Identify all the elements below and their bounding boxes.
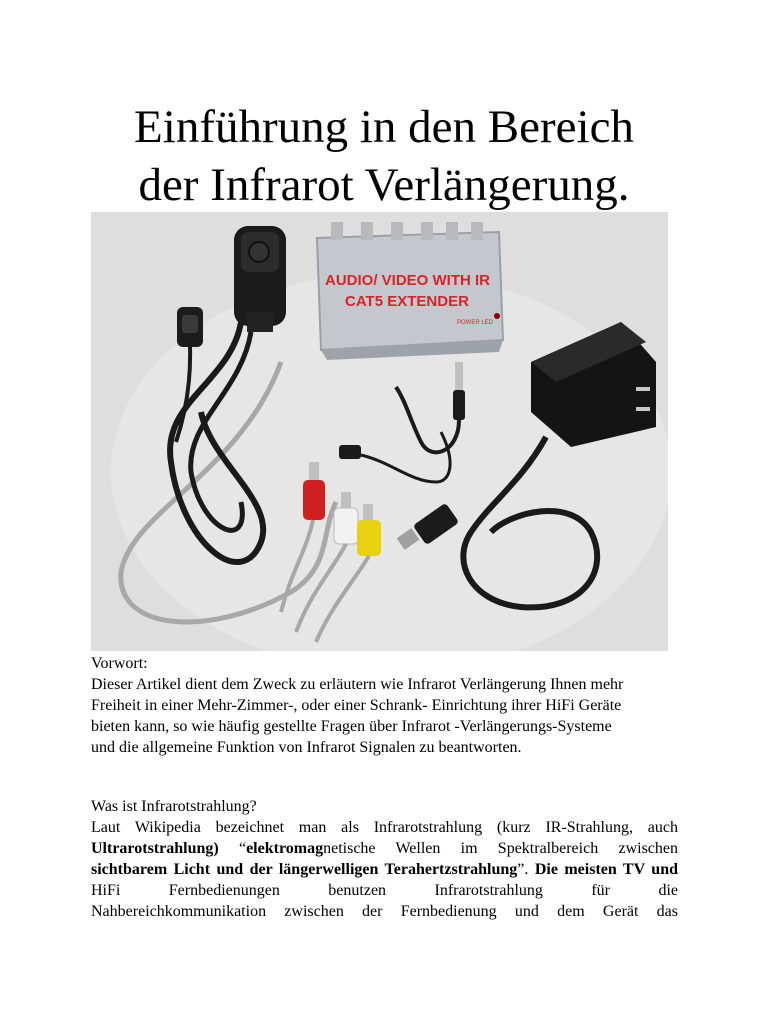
vorwort-line: Dieser Artikel dient dem Zweck zu erläutern wie Infrarot Verlängerung Ihnen mehr xyxy=(91,676,624,693)
infrared-line-1: Laut Wikipedia bezeichnet man als Infrarotstrahlung (kurz IR-Strahlung, auch xyxy=(91,819,678,836)
device-label-line-2: CAT5 EXTENDER xyxy=(345,293,469,310)
quote-close: ”. xyxy=(517,861,535,878)
title-line-1: Einführung in den Bereich xyxy=(134,101,634,153)
vorwort-heading: Vorwort: xyxy=(91,655,148,672)
quote-open: “ xyxy=(218,840,247,857)
tv-hifi-phrase: Die meisten TV und xyxy=(534,861,678,878)
device-small-label: POWER LED xyxy=(457,320,494,326)
infrared-line-4: HiFi Fernbedienungen benutzen Infrarotstrahlung für die xyxy=(91,882,678,899)
extender-device xyxy=(317,222,503,360)
infrared-line-5: Nahbereichkommunikation zwischen der Fernbedienung und dem Gerät das xyxy=(91,903,678,920)
vorwort-line: und die allgemeine Funktion von Infrarot Signalen zu beantworten. xyxy=(91,739,522,756)
infrared-heading: Was ist Infrarotstrahlung? xyxy=(91,798,257,815)
product-photo xyxy=(91,212,668,651)
device-label-line-1: AUDIO/ VIDEO WITH IR xyxy=(325,272,490,289)
page-title xyxy=(40,98,728,214)
ir-receiver xyxy=(234,226,286,332)
infrared-line-3 xyxy=(91,859,678,880)
infrared-line-2 xyxy=(91,838,678,859)
wiki-term-elektromag: elektromag xyxy=(246,840,324,857)
vorwort-line: Freiheit in einer Mehr-Zimmer-, oder einer Schrank- Einrichtung ihrer HiFi Geräte xyxy=(91,697,622,714)
wiki-term-ultrarot: Ultrarotstrahlung) xyxy=(91,840,219,857)
wiki-term-spectrum: sichtbarem Licht und der längerwelligen Terahertzstrahlung xyxy=(91,861,518,878)
infrared-paragraph xyxy=(91,817,678,922)
vorwort-paragraph xyxy=(91,674,678,758)
title-line-2: der Infrarot Verlängerung. xyxy=(138,159,630,211)
vorwort-line: bieten kann, so wie häufig gestellte Fragen über Infrarot -Verlängerungs-Systeme xyxy=(91,718,612,735)
line-2-rest: netische Wellen im Spektralbereich zwischen xyxy=(323,840,678,857)
